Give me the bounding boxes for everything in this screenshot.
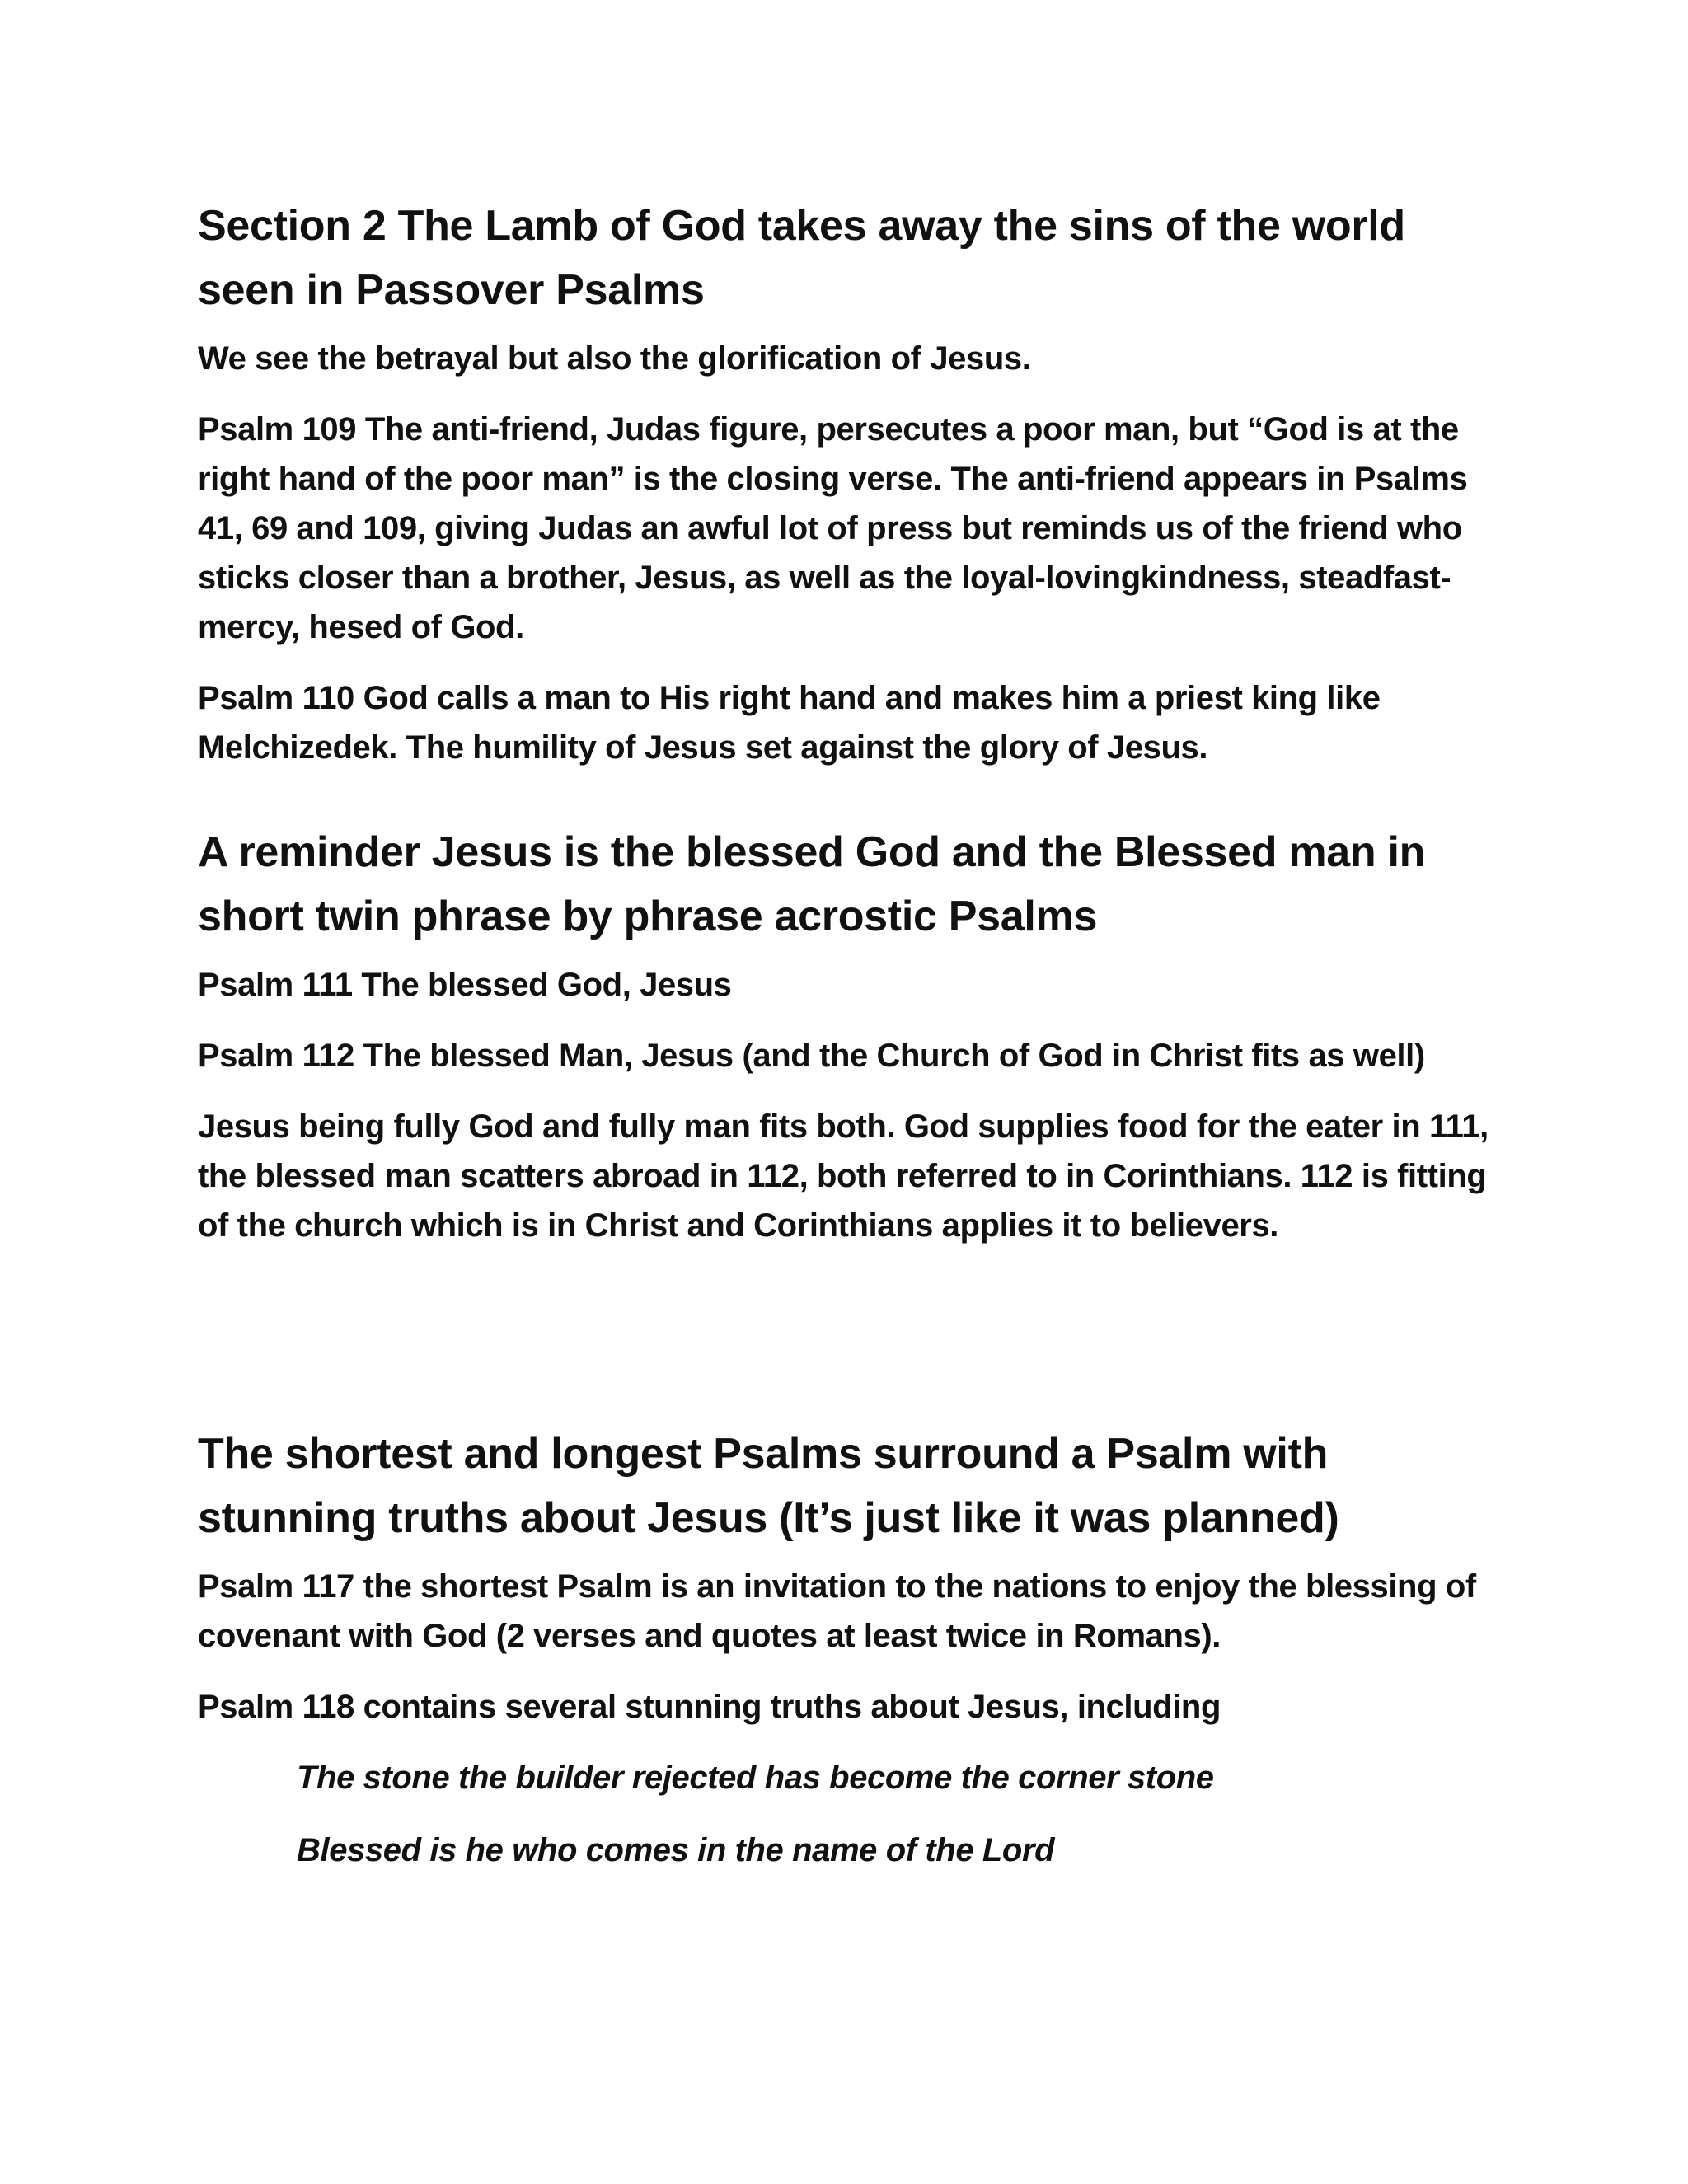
paragraph: Psalm 112 The blessed Man, Jesus (and the Church of God in Christ fits as well) xyxy=(198,1038,1425,1074)
section-heading: A reminder Jesus is the blessed God and the Blessed man in short twin phrase by phrase acrostic Psalms xyxy=(198,828,1426,940)
section-heading: Section 2 The Lamb of God takes away the sins of the world seen in Passover Psalms xyxy=(198,202,1405,314)
paragraph: Psalm 117 the shortest Psalm is an invitation to the nations to enjoy the blessing of covenant with God (2 verses and quotes at least twice in Romans). xyxy=(198,1568,1476,1654)
paragraph: Jesus being fully God and fully man fits both. God supplies food for the eater in 111, the blessed man scatters abroad in 112, both referred to in Corinthians. 112 is fitting of the church which is in Christ and Corinthians applies it to believers. xyxy=(198,1108,1489,1244)
section-acrostic-psalms xyxy=(198,820,1500,1422)
paragraph: Psalm 111 The blessed God, Jesus xyxy=(198,967,732,1003)
document-page xyxy=(198,194,1500,1898)
scripture-quote: The stone the builder rejected has become the corner stone xyxy=(297,1760,1214,1796)
section-shortest-longest-psalms xyxy=(198,1422,1500,1875)
paragraph: We see the betrayal but also the glorification of Jesus. xyxy=(198,340,1031,377)
section-passover-psalms xyxy=(198,194,1500,820)
scripture-quote: Blessed is he who comes in the name of the Lord xyxy=(297,1832,1055,1868)
paragraph: Psalm 109 The anti-friend, Judas figure, persecutes a poor man, but “God is at the right hand of the poor man” is the closing verse. The anti-friend appears in Psalms 41, 69 and 109, giving Judas an awful lot of press but reminds us of the friend who sticks closer than a brother, Jesus, as well as the loyal-lovingkindness, steadfast-mercy, hesed of God. xyxy=(198,411,1468,645)
section-heading: The shortest and longest Psalms surround a Psalm with stunning truths about Jesus (It’s just like it was planned) xyxy=(198,1430,1339,1542)
paragraph: Psalm 118 contains several stunning truths about Jesus, including xyxy=(198,1689,1221,1725)
paragraph: Psalm 110 God calls a man to His right hand and makes him a priest king like Melchizedek. The humility of Jesus set against the glory of Jesus. xyxy=(198,680,1381,766)
